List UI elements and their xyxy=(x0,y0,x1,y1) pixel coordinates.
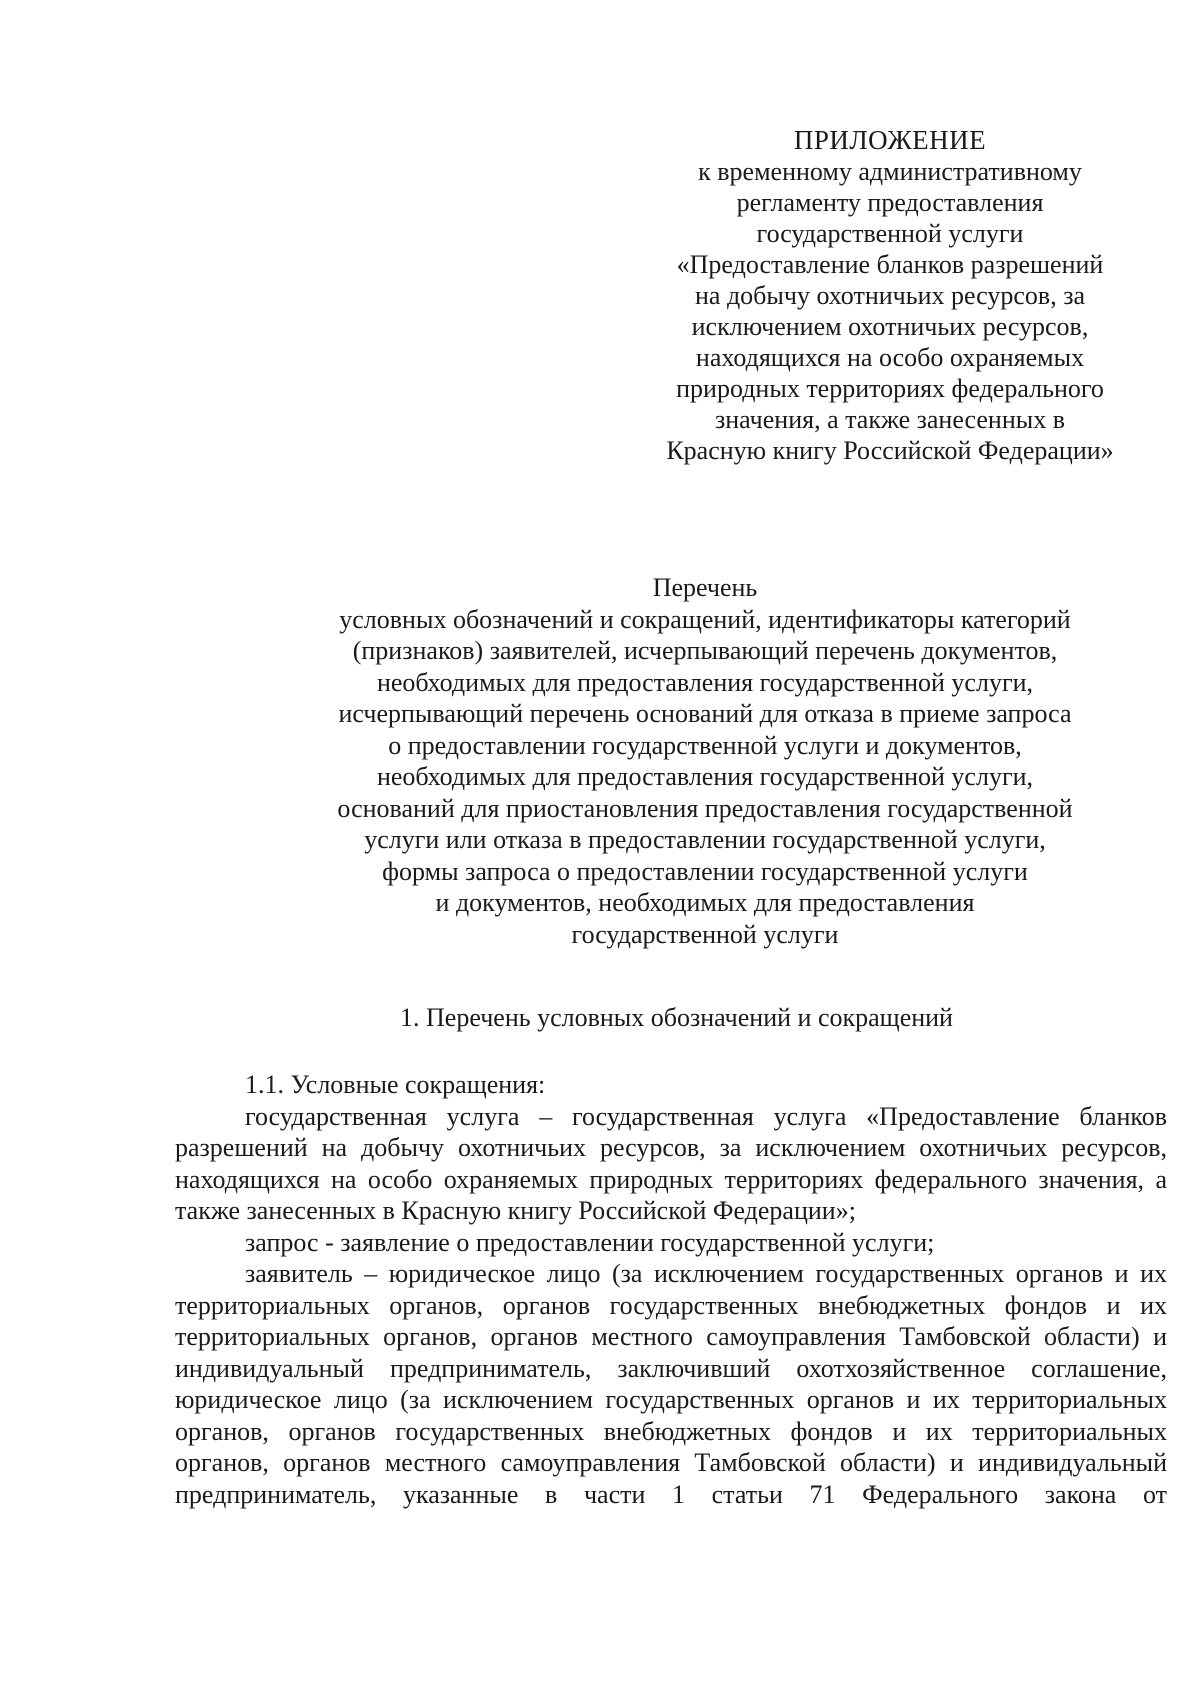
appendix-line: исключением охотничьих ресурсов, xyxy=(691,312,1089,341)
appendix-line: на добычу охотничьих ресурсов, за xyxy=(694,281,1086,310)
appendix-line: значения, а также занесенных в xyxy=(714,405,1066,434)
list-title-line: (признаков) заявителей, исчерпывающий перечень документов, xyxy=(352,636,1058,665)
list-title-line: оснований для приостановления предоставления государственной xyxy=(337,793,1073,823)
list-title-line: и документов, необходимых для предоставления xyxy=(435,888,975,917)
appendix-line: «Предоставление бланков разрешений xyxy=(676,250,1104,279)
list-title-line: государственной услуги xyxy=(571,919,839,949)
subsection-1-1-heading: 1.1. Условные сокращения: xyxy=(245,1070,546,1099)
list-title-line: услуги или отказа в предоставлении государственной услуги, xyxy=(364,825,1046,854)
list-title-line: исчерпывающий перечень оснований для отказа в приеме запроса xyxy=(338,699,1072,728)
list-title-heading: Перечень xyxy=(652,573,758,602)
list-title-line: необходимых для предоставления государственной услуги, xyxy=(376,762,1034,791)
list-title-block xyxy=(270,572,1140,950)
appendix-line: Красную книгу Российской Федерации» xyxy=(666,436,1114,465)
appendix-line: регламенту предоставления xyxy=(736,188,1044,217)
list-title-line: необходимых для предоставления государственной услуги, xyxy=(376,667,1034,697)
paragraph-state-service: государственная услуга – государственная услуга «Предоставление бланков разрешений на добычу охотничьих ресурсов, за исключением охотничьих ресурсов, находящихся на особо охраняемых природных территориях федерального значения, а также занесенных в Красную книгу Российской Федерации»; xyxy=(175,1101,1167,1225)
appendix-line: государственной услуги xyxy=(756,219,1024,248)
section-1-body xyxy=(175,1069,1167,1510)
appendix-line: к временному административному xyxy=(698,157,1082,186)
list-title-line: формы запроса о предоставлении государственной услуги xyxy=(382,856,1028,886)
section-1-title: 1. Перечень условных обозначений и сокращений xyxy=(400,1003,953,1032)
appendix-line: природных территориях федерального xyxy=(676,374,1104,403)
appendix-line: находящихся на особо охраняемых xyxy=(695,343,1085,372)
paragraph-request: запрос - заявление о предоставлении государственной услуги; xyxy=(245,1227,935,1257)
paragraph-applicant: заявитель – юридическое лицо (за исключением государственных органов и их территориальных органов, органов государственных внебюджетных фондов и их территориальных органов, органов местного самоуправления Тамбовской области) и индивидуальный предприниматель, заключивший охотхозяйственное соглашение, юридическое лицо (за исключением государственных органов и их территориальных органов, органов государственных внебюджетных фондов и их территориальных органов, органов местного самоуправления Тамбовской области) и индивидуальный предприниматель, указанные в части 1 статьи 71 Федерального закона от xyxy=(175,1259,1167,1509)
appendix-heading: ПРИЛОЖЕНИЕ xyxy=(793,125,987,155)
appendix-header xyxy=(640,125,1140,466)
list-title-line: условных обозначений и сокращений, идентификаторы категорий xyxy=(339,604,1071,634)
list-title-line: о предоставлении государственной услуги и документов, xyxy=(388,730,1022,760)
